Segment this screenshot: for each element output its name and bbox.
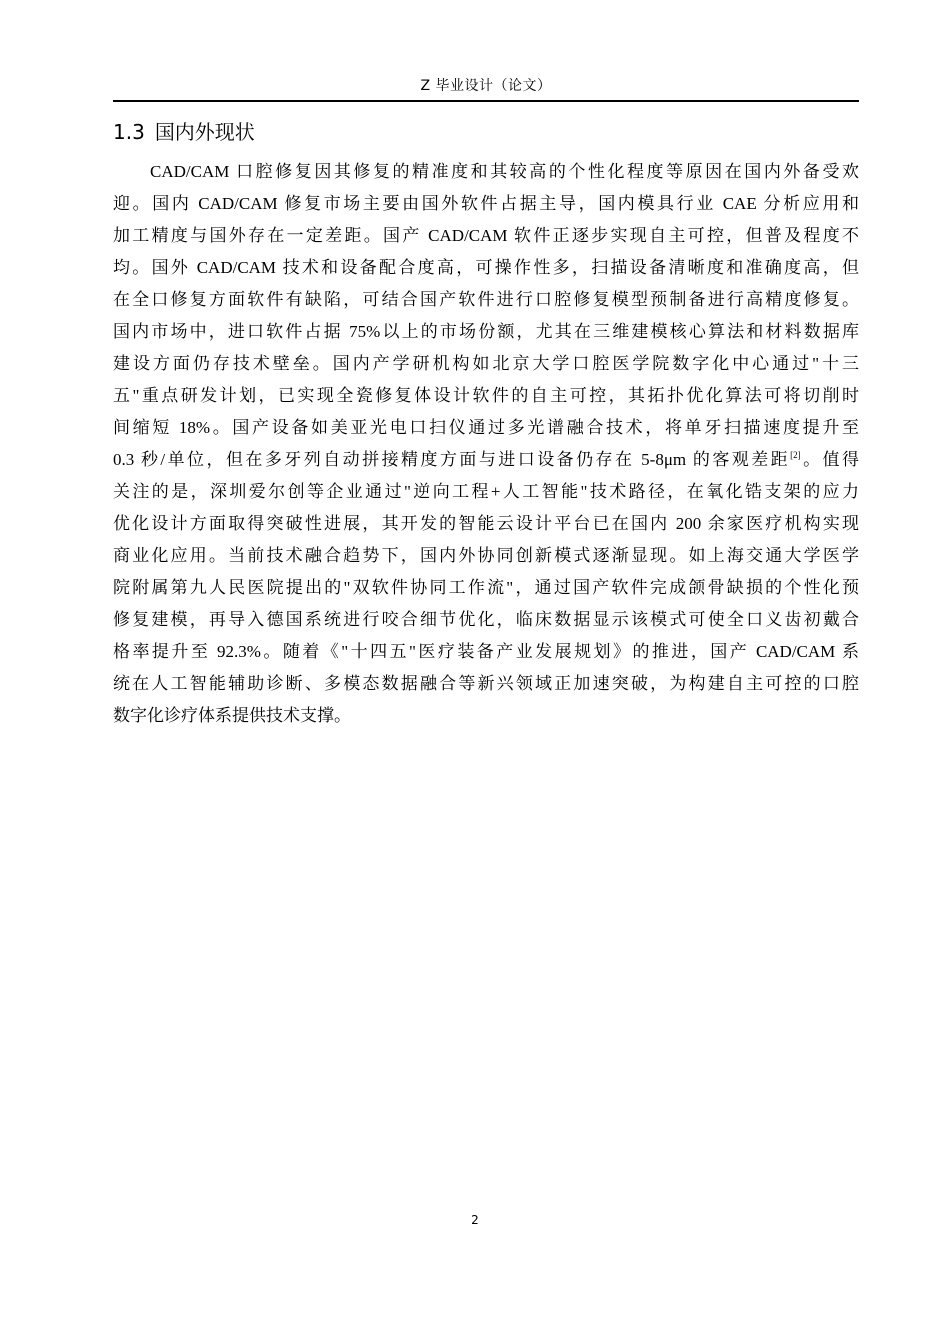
paragraph-line: 加工精度与国外存在一定差距。国产 CAD/CAM 软件正逐步实现自主可控，但普及程度不 (113, 226, 859, 245)
paragraph-line: 数字化诊疗体系提供技术支撑。 (113, 706, 351, 725)
section-heading (113, 118, 255, 146)
page-number: 2 (471, 1213, 479, 1227)
section-number: 1.3 (113, 120, 145, 144)
paragraph-line: 国内市场中，进口软件占据 75%以上的市场份额，尤其在三维建模核心算法和材料数据库 (113, 322, 859, 341)
paragraph-line: 在全口修复方面软件有缺陷，可结合国产软件进行口腔修复模型预制备进行高精度修复。 (113, 290, 859, 309)
line-text-after-citation: 。值得 (800, 450, 859, 469)
section-title: 国内外现状 (154, 120, 255, 144)
paragraph-line: 格率提升至 92.3%。随着《"十四五"医疗装备产业发展规划》的推进，国产 CAD/CAM 系 (113, 642, 859, 661)
paragraph-line: 间缩短 18%。国产设备如美亚光电口扫仪通过多光谱融合技术，将单牙扫描速度提升至 (113, 418, 859, 437)
body-paragraph (113, 156, 859, 732)
running-header: Z 毕业设计（论文） (420, 78, 552, 94)
citation-reference[interactable]: [2] (790, 450, 801, 460)
paragraph-line: 关注的是，深圳爱尔创等企业通过"逆向工程+人工智能"技术路径，在氧化锆支架的应力 (113, 482, 859, 501)
paragraph-line: 院附属第九人民医院提出的"双软件协同工作流"，通过国产软件完成颌骨缺损的个性化预 (113, 578, 859, 597)
line-text-before-citation: 0.3 秒/单位，但在多牙列自动拼接精度方面与进口设备仍存在 5-8μm 的客观差距 (113, 450, 791, 469)
paragraph-line: 迎。国内 CAD/CAM 修复市场主要由国外软件占据主导，国内模具行业 CAE 分析应用和 (113, 194, 859, 213)
header-rule (113, 100, 859, 102)
paragraph-line: 统在人工智能辅助诊断、多模态数据融合等新兴领域正加速突破，为构建自主可控的口腔 (113, 674, 859, 693)
paragraph-line-with-citation (113, 444, 859, 476)
paragraph-line: 建设方面仍存技术壁垒。国内产学研机构如北京大学口腔医学院数字化中心通过"十三 (113, 354, 859, 373)
paragraph-line: 五"重点研发计划，已实现全瓷修复体设计软件的自主可控，其拓扑优化算法可将切削时 (113, 386, 859, 405)
paragraph-line: CAD/CAM 口腔修复因其修复的精准度和其较高的个性化程度等原因在国内外备受欢 (150, 162, 859, 181)
paragraph-line: 优化设计方面取得突破性进展，其开发的智能云设计平台已在国内 200 余家医疗机构实现 (113, 514, 859, 533)
paragraph-line: 均。国外 CAD/CAM 技术和设备配合度高，可操作性多，扫描设备清晰度和准确度高，但 (113, 258, 859, 277)
paragraph-line: 商业化应用。当前技术融合趋势下，国内外协同创新模式逐渐显现。如上海交通大学医学 (113, 546, 859, 565)
paragraph-line: 修复建模，再导入德国系统进行咬合细节优化，临床数据显示该模式可使全口义齿初戴合 (113, 610, 859, 629)
